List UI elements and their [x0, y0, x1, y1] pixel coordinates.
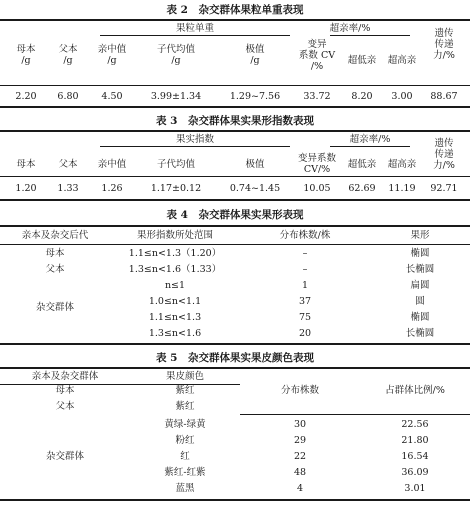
- table2-cell-mid: 4.50: [101, 91, 123, 102]
- table2-cell-h2: 88.67: [430, 91, 458, 102]
- table4-row2-name: 父本: [45, 264, 65, 275]
- table5-row3-pct: 22.56: [401, 419, 429, 430]
- table3-header-mother: 母本: [16, 159, 36, 170]
- table3-cell-high: 11.19: [388, 183, 416, 194]
- table2-header-low: 超低亲: [347, 55, 377, 66]
- table2-header-mean: 子代均值 /g: [156, 44, 195, 66]
- table2-header-rule: [0, 85, 470, 86]
- table5-row4-pct: 21.80: [401, 435, 429, 446]
- table2-header-father: 父本 /g: [58, 44, 78, 66]
- table5-top-rule: [0, 367, 470, 369]
- table5-row4-count: 29: [293, 435, 307, 446]
- table2-group-hetero: 超亲率/%: [329, 23, 371, 34]
- table2-weight-underline: [100, 35, 290, 36]
- table5-row7-pct: 3.01: [404, 483, 426, 494]
- table5-header-count: 分布株数: [280, 385, 319, 396]
- table5-row5-count: 22: [293, 451, 307, 462]
- table4-row2-range: 1.3≤n<1.6（1.33）: [128, 264, 222, 275]
- table3-cell-cv: 10.05: [303, 183, 331, 194]
- table5-header-pct: 占群体比例/%: [385, 385, 445, 396]
- table2-group-weight: 果粒单重: [175, 23, 214, 34]
- table2-header-mother: 母本 /g: [16, 44, 36, 66]
- table4-row6-range: 1.3≤n<1.6: [148, 328, 202, 339]
- table3-header-rule: [0, 176, 470, 177]
- table4-row3-shape: 扁圆: [410, 280, 430, 291]
- table4-row5-shape: 椭圆: [410, 312, 430, 323]
- table3-cell-father: 1.33: [57, 183, 79, 194]
- table3-bottom-rule: [0, 199, 470, 201]
- table2-cell-mean: 3.99±1.34: [150, 91, 202, 102]
- table3-group-index: 果实指数: [175, 134, 214, 145]
- table5-row1-color: 紫红: [175, 385, 195, 396]
- table4-header-shape: 果形: [410, 230, 430, 241]
- table4-row1-range: 1.1≤n<1.3（1.20）: [128, 248, 222, 259]
- table3-header-mid: 亲中值: [97, 159, 127, 170]
- table4-header-rule: [0, 244, 470, 245]
- table2-bottom-rule: [0, 106, 470, 108]
- table4-row6-shape: 长椭圆: [405, 328, 435, 339]
- table5-row7-color: 蓝黑: [175, 483, 195, 494]
- table4-row6-count: 20: [298, 328, 312, 339]
- table5-row5-color: 红: [180, 451, 190, 462]
- table3-index-underline: [100, 146, 290, 147]
- table5-row4-color: 粉红: [175, 435, 195, 446]
- table2-header-mid: 亲中值 /g: [97, 44, 127, 66]
- table2-header-cv: 变异 系数 CV /%: [298, 39, 336, 72]
- table5-row1-name: 母本: [55, 385, 75, 396]
- table2-cell-low: 8.20: [351, 91, 373, 102]
- table4-row4-shape: 圆: [415, 296, 425, 307]
- table3-group-hetero: 超亲率/%: [349, 134, 391, 145]
- table2-cell-father: 6.80: [57, 91, 79, 102]
- table4-row3-count: 1: [301, 280, 309, 291]
- table5-row3-count: 30: [293, 419, 307, 430]
- table4-header-count: 分布株数/株: [279, 230, 331, 241]
- table3-cell-mother: 1.20: [15, 183, 37, 194]
- table5-header-color: 果皮颜色: [165, 371, 204, 382]
- table5-row5-pct: 16.54: [401, 451, 429, 462]
- table3-header-low: 超低亲: [347, 159, 377, 170]
- table2-title: 表 2 杂交群体果粒单重表现: [166, 4, 304, 16]
- table5-row6-count: 48: [293, 467, 307, 478]
- table3-header-range: 极值: [245, 159, 265, 170]
- table3-cell-mean: 1.17±0.12: [150, 183, 202, 194]
- table2-top-rule: [0, 19, 470, 21]
- table5-row6-color: 紫红-红紫: [164, 467, 206, 478]
- table3-header-h2: 遗传 传递 力/%: [433, 138, 455, 171]
- table3-title: 表 3 杂交群体果实果形指数表现: [156, 115, 314, 127]
- table5-bottom-rule: [0, 499, 470, 501]
- table4-group-hybrid: 杂交群体: [35, 302, 74, 313]
- table3-header-cv: 变异系数 CV/%: [297, 153, 336, 175]
- table2-header-high: 超高亲: [387, 55, 417, 66]
- table4-row2-count: –: [302, 264, 308, 275]
- table4-header-name: 亲本及杂交后代: [21, 230, 89, 241]
- table5-row3-color: 黄绿-绿黄: [164, 419, 206, 430]
- table4-row5-range: 1.1≤n<1.3: [148, 312, 202, 323]
- table5-row6-pct: 36.09: [401, 467, 429, 478]
- table3-cell-low: 62.69: [348, 183, 376, 194]
- table2-cell-cv: 33.72: [303, 91, 331, 102]
- table4-bottom-rule: [0, 343, 470, 345]
- table5-row7-count: 4: [296, 483, 304, 494]
- table5-row2-color: 紫红: [175, 401, 195, 412]
- table5-data-subrule: [240, 414, 470, 415]
- table2-hetero-underline: [330, 35, 410, 36]
- table3-top-rule: [0, 130, 470, 132]
- table4-row1-shape: 椭圆: [410, 248, 430, 259]
- table2-cell-mother: 2.20: [15, 91, 37, 102]
- table3-header-high: 超高亲: [387, 159, 417, 170]
- table3-cell-range: 0.74~1.45: [229, 183, 281, 194]
- table4-row3-range: n≤1: [164, 280, 186, 291]
- table3-header-mean: 子代均值: [156, 159, 195, 170]
- table3-cell-mid: 1.26: [101, 183, 123, 194]
- table4-row2-shape: 长椭圆: [405, 264, 435, 275]
- table2-cell-range: 1.29~7.56: [229, 91, 281, 102]
- table5-title: 表 5 杂交群体果实果皮颜色表现: [156, 352, 314, 364]
- table4-row4-count: 37: [298, 296, 312, 307]
- table4-title: 表 4 杂交群体果实果形表现: [166, 209, 304, 221]
- table4-row4-range: 1.0≤n<1.1: [148, 296, 202, 307]
- table5-header-name: 亲本及杂交群体: [31, 371, 99, 382]
- table4-row5-count: 75: [298, 312, 312, 323]
- table4-row1-name: 母本: [45, 248, 65, 259]
- table2-cell-high: 3.00: [391, 91, 413, 102]
- table4-top-rule: [0, 225, 470, 227]
- table3-header-father: 父本: [58, 159, 78, 170]
- table5-group-hybrid: 杂交群体: [45, 451, 84, 462]
- table2-header-range: 极值 /g: [245, 44, 265, 66]
- table2-header-h2: 遗传 传递 力/%: [433, 28, 455, 61]
- table5-row2-name: 父本: [55, 401, 75, 412]
- table3-hetero-underline: [330, 146, 410, 147]
- table4-row1-count: –: [302, 248, 308, 259]
- table4-header-range: 果形指数所处范围: [136, 230, 213, 241]
- table3-cell-h2: 92.71: [430, 183, 458, 194]
